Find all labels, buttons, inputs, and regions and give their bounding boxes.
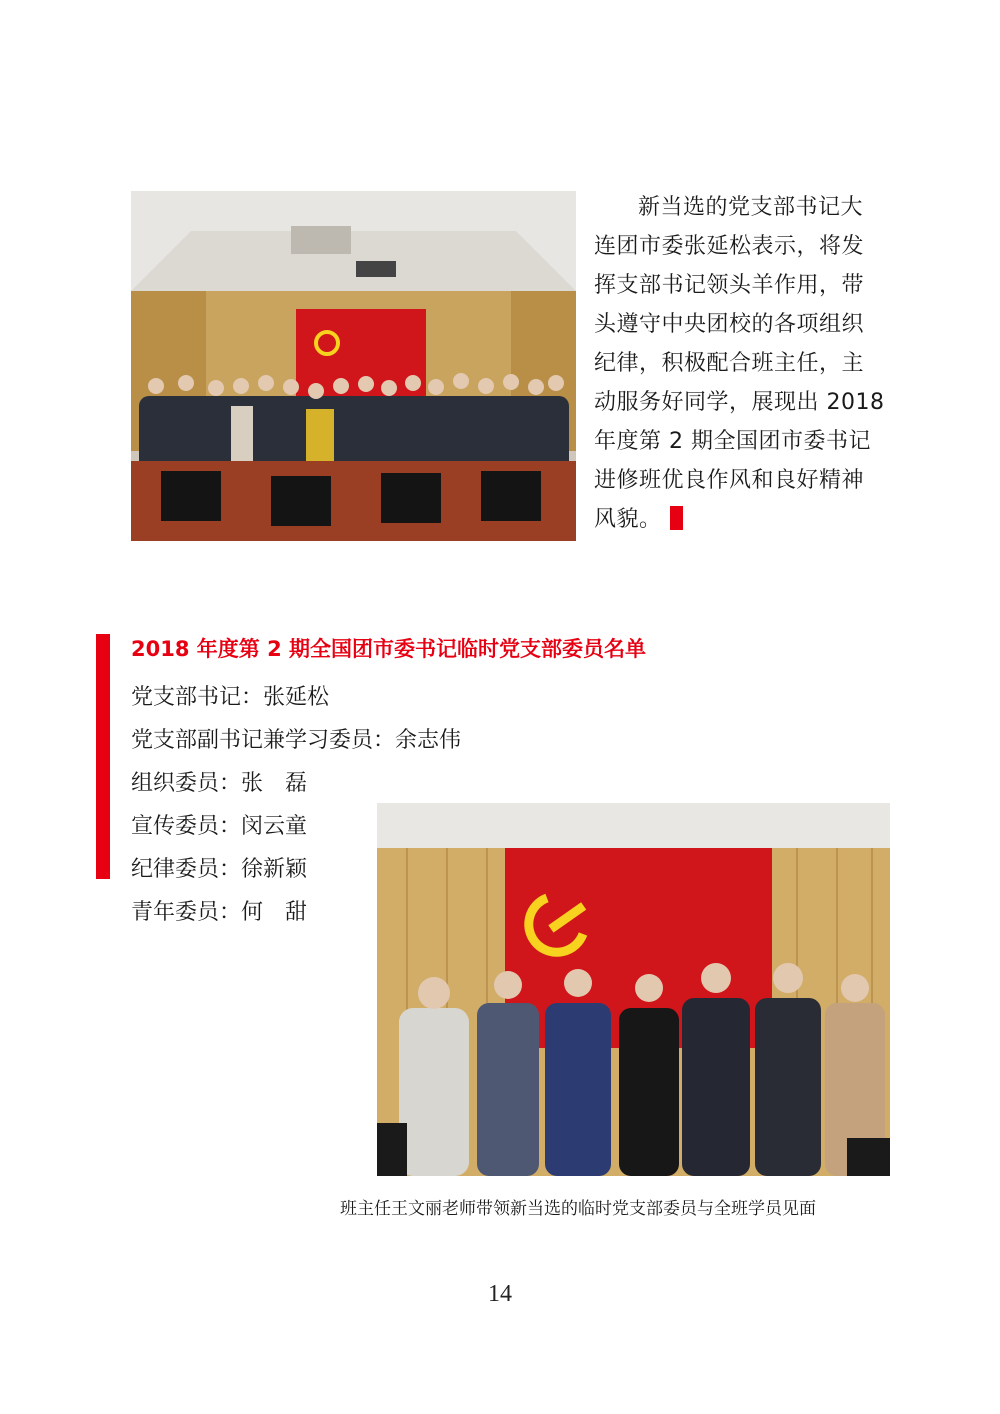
news-paragraph: [594, 188, 894, 539]
paragraph-line: 连团市委张延松表示，将发: [594, 234, 865, 259]
list-item: 纪律委员：徐新颖: [131, 857, 308, 882]
photo-caption: 班主任王文丽老师带领新当选的临时党支部委员与全班学员见面: [340, 1199, 816, 1219]
paragraph-last-line: [594, 500, 894, 539]
paragraph-line: 年度第 2 期全国团市委书记: [594, 429, 871, 454]
committee-members-photo: [377, 803, 890, 1176]
list-item: 组织委员：张 磊: [131, 771, 308, 796]
paragraph-line: 头遵守中央团校的各项组织: [594, 312, 865, 337]
paragraph-line: 动服务好同学，展现出 2018: [594, 390, 885, 415]
paragraph-line: 挥支部书记领头羊作用，带: [594, 273, 865, 298]
end-of-article-mark: [670, 506, 683, 530]
paragraph-line: 新当选的党支部书记大: [638, 195, 864, 220]
list-item: 党支部副书记兼学习委员：余志伟: [131, 728, 462, 753]
group-photo-class: [131, 191, 576, 541]
paragraph-line: 纪律，积极配合班主任，主: [594, 351, 865, 376]
list-item: 宣传委员：闵云童: [131, 814, 308, 839]
page-number: 14: [488, 1281, 512, 1307]
paragraph-line: 风貌。: [594, 507, 662, 532]
section-accent-bar: [96, 634, 110, 879]
paragraph-line: 进修班优良作风和良好精神: [594, 468, 865, 493]
list-item: 青年委员：何 甜: [131, 900, 308, 925]
committee-list-title: 2018 年度第 2 期全国团市委书记临时党支部委员名单: [131, 637, 646, 661]
list-item: 党支部书记：张延松: [131, 685, 330, 710]
